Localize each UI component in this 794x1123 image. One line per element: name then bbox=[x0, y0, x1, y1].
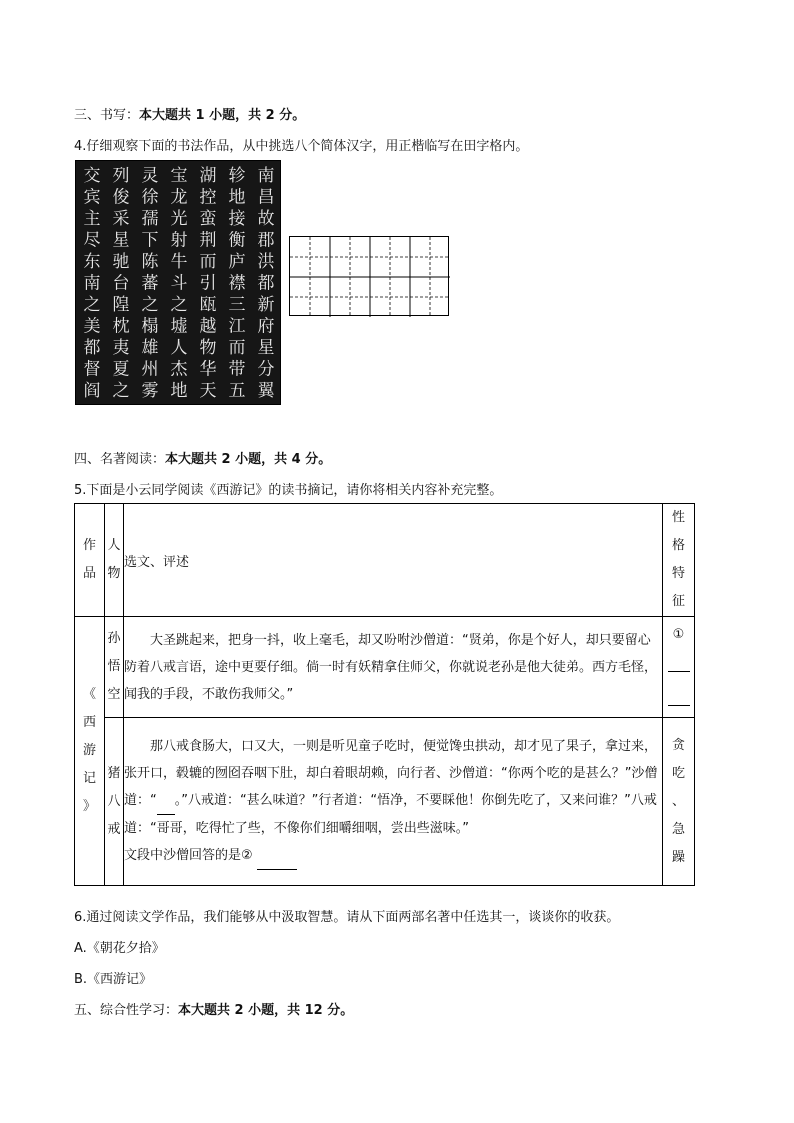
header-trait: 性 格 特 征 bbox=[663, 504, 695, 617]
trait-sunwukong-cell bbox=[663, 617, 695, 718]
calligraphy-char: 都 bbox=[257, 273, 275, 294]
section-4-prefix: 四、名著阅读： bbox=[74, 452, 166, 467]
calligraphy-char: 俊 bbox=[112, 187, 130, 208]
calligraphy-char: 之 bbox=[141, 295, 159, 315]
excerpt-sunwukong bbox=[123, 617, 662, 718]
calligraphy-char: 阎 bbox=[83, 381, 101, 401]
calligraphy-char: 杰 bbox=[170, 359, 188, 380]
shaseng-answer-blank[interactable] bbox=[157, 787, 175, 815]
calligraphy-char: 江 bbox=[228, 316, 246, 337]
section-5-prefix: 五、综合性学习： bbox=[74, 1003, 179, 1018]
calligraphy-char: 督 bbox=[83, 359, 101, 380]
calligraphy-char: 分 bbox=[257, 359, 275, 380]
trait-zhubajie: 贪 吃 、 急 躁 bbox=[663, 718, 695, 886]
header-excerpt: 选文、评述 bbox=[123, 504, 662, 617]
calligraphy-char: 下 bbox=[141, 230, 159, 251]
section-4-heading bbox=[74, 448, 331, 467]
question-5-text: 5.下面是小云同学阅读《西游记》的读书摘记，请你将相关内容补充完整。 bbox=[74, 483, 503, 498]
calligraphy-char: 斗 bbox=[170, 273, 188, 294]
calligraphy-char: 榻 bbox=[141, 316, 159, 337]
calligraphy-char: 陈 bbox=[141, 252, 159, 272]
calligraphy-char: 采 bbox=[112, 209, 130, 229]
calligraphy-char: 荆 bbox=[199, 230, 217, 251]
calligraphy-char: 龙 bbox=[170, 187, 188, 208]
question-4-text: 4.仔细观察下面的书法作品，从中挑选八个简体汉字，用正楷临写在田字格内。 bbox=[74, 139, 529, 154]
note-answer-blank[interactable] bbox=[257, 842, 297, 870]
calligraphy-char: 宾 bbox=[83, 187, 101, 208]
person-zhubajie: 猪 八 戒 bbox=[104, 718, 123, 886]
calligraphy-char: 地 bbox=[228, 187, 246, 208]
calligraphy-char: 而 bbox=[228, 338, 246, 358]
calligraphy-char: 南 bbox=[257, 166, 275, 186]
calligraphy-char: 墟 bbox=[170, 316, 188, 337]
tianzige-grid[interactable] bbox=[289, 236, 449, 316]
calligraphy-char: 都 bbox=[83, 338, 101, 358]
table-header-row bbox=[75, 504, 695, 617]
calligraphy-char: 天 bbox=[199, 381, 217, 401]
calligraphy-char: 昌 bbox=[257, 187, 275, 208]
calligraphy-char: 庐 bbox=[228, 252, 246, 272]
section-3-prefix: 三、书写： bbox=[74, 108, 140, 123]
calligraphy-char: 轸 bbox=[228, 166, 246, 186]
calligraphy-image bbox=[75, 160, 281, 405]
calligraphy-char: 东 bbox=[83, 252, 101, 272]
calligraphy-char: 之 bbox=[170, 295, 188, 315]
trait-sunwukong-marker: ① bbox=[672, 627, 685, 642]
question-6-text: 6.通过阅读文学作品，我们能够从中汲取智慧。请从下面两部名著中任选其一，谈谈你的收获。 bbox=[74, 910, 620, 925]
calligraphy-char: 枕 bbox=[112, 316, 130, 337]
calligraphy-char: 夏 bbox=[112, 359, 130, 380]
table-row-sunwukong bbox=[75, 617, 695, 718]
calligraphy-char: 蛮 bbox=[199, 209, 217, 229]
calligraphy-char: 光 bbox=[170, 209, 188, 229]
work-title-cell: 《 西 游 记 》 bbox=[75, 617, 105, 886]
calligraphy-char: 华 bbox=[199, 359, 217, 380]
trait-answer-blank-1[interactable] bbox=[668, 649, 690, 672]
calligraphy-char: 蕃 bbox=[141, 273, 159, 294]
tianzige-lines bbox=[290, 237, 450, 317]
section-5-heading bbox=[74, 999, 353, 1018]
header-work: 作 品 bbox=[75, 504, 105, 617]
calligraphy-char: 隍 bbox=[112, 295, 130, 315]
option-a[interactable]: A.《朝花夕拾》 bbox=[74, 941, 165, 956]
calligraphy-char: 洪 bbox=[257, 252, 275, 272]
calligraphy-char: 带 bbox=[228, 359, 246, 380]
calligraphy-char: 雄 bbox=[141, 338, 159, 358]
excerpt-zhubajie bbox=[123, 718, 662, 886]
section-3-bold: 本大题共 1 小题，共 2 分。 bbox=[139, 108, 306, 123]
reading-notes-table bbox=[74, 503, 695, 886]
option-b[interactable]: B.《西游记》 bbox=[74, 972, 153, 987]
excerpt-zhubajie-part1: 那八戒食肠大，口又大，一则是听见童子吃时，便觉馋虫拱动，却才见了果子，拿过来，张开口，毂辘的囫囵吞咽下肚，却白着眼胡赖，向行者、沙僧道：“你两个吃的是甚么？”沙僧道：“ bbox=[123, 739, 658, 808]
calligraphy-char: 物 bbox=[199, 338, 217, 358]
calligraphy-char: 宝 bbox=[170, 166, 188, 186]
section-5-bold: 本大题共 2 小题，共 12 分。 bbox=[178, 1003, 354, 1018]
calligraphy-char: 湖 bbox=[199, 166, 217, 186]
section-3-heading bbox=[74, 104, 305, 123]
calligraphy-char: 地 bbox=[170, 381, 188, 401]
calligraphy-char: 控 bbox=[199, 187, 217, 208]
calligraphy-characters bbox=[76, 161, 280, 404]
calligraphy-char: 星 bbox=[257, 338, 275, 358]
calligraphy-char: 台 bbox=[112, 273, 130, 294]
calligraphy-char: 之 bbox=[112, 381, 130, 401]
calligraphy-char: 驰 bbox=[112, 252, 130, 272]
calligraphy-char: 五 bbox=[228, 381, 246, 401]
calligraphy-char: 尽 bbox=[83, 230, 101, 251]
calligraphy-char: 南 bbox=[83, 273, 101, 294]
calligraphy-char: 交 bbox=[83, 166, 101, 186]
trait-answer-blank-2[interactable] bbox=[668, 683, 690, 706]
calligraphy-char: 府 bbox=[257, 316, 275, 337]
calligraphy-char: 引 bbox=[199, 273, 217, 294]
calligraphy-char: 瓯 bbox=[199, 295, 217, 315]
calligraphy-char: 越 bbox=[199, 316, 217, 337]
calligraphy-char: 夷 bbox=[112, 338, 130, 358]
calligraphy-char: 孺 bbox=[141, 209, 159, 229]
excerpt-zhubajie-note: 文段中沙僧回答的是② bbox=[123, 848, 253, 863]
calligraphy-char: 三 bbox=[228, 295, 246, 315]
calligraphy-char: 郡 bbox=[257, 230, 275, 251]
calligraphy-char: 主 bbox=[83, 209, 101, 229]
calligraphy-char: 州 bbox=[141, 359, 159, 380]
calligraphy-char: 列 bbox=[112, 166, 130, 186]
calligraphy-char: 襟 bbox=[228, 273, 246, 294]
calligraphy-char: 之 bbox=[83, 295, 101, 315]
calligraphy-char: 美 bbox=[83, 316, 101, 337]
calligraphy-char: 牛 bbox=[170, 252, 188, 272]
calligraphy-char: 星 bbox=[112, 230, 130, 251]
header-person: 人 物 bbox=[104, 504, 123, 617]
calligraphy-char: 故 bbox=[257, 209, 275, 229]
calligraphy-char: 雾 bbox=[141, 381, 159, 401]
calligraphy-char: 翼 bbox=[257, 381, 275, 401]
table-row-zhubajie bbox=[75, 718, 695, 886]
calligraphy-char: 接 bbox=[228, 209, 246, 229]
excerpt-sunwukong-text: 大圣跳起来，把身一抖，收上毫毛，却又吩咐沙僧道：“贤弟，你是个好人，却只要留心防着八戒言语，途中更要仔细。倘一时有妖精拿住师父，你就说老孙是他大徒弟。西方毛怪，闻我的手段，不敢伤我师父。” bbox=[123, 632, 657, 702]
calligraphy-char: 衡 bbox=[228, 230, 246, 251]
section-4-bold: 本大题共 2 小题，共 4 分。 bbox=[165, 452, 332, 467]
calligraphy-char: 人 bbox=[170, 338, 188, 358]
calligraphy-char: 徐 bbox=[141, 187, 159, 208]
calligraphy-char: 灵 bbox=[141, 166, 159, 186]
person-sunwukong: 孙 悟 空 bbox=[104, 617, 123, 718]
excerpt-zhubajie-part2: 。”八戒道：“甚么味道？”行者道：“悟净，不要睬他！你倒先吃了，又来问谁？”八戒道：“哥哥，吃得忙了些，不像你们细嚼细咽，尝出些滋味。” bbox=[123, 793, 657, 836]
calligraphy-char: 而 bbox=[199, 252, 217, 272]
calligraphy-char: 射 bbox=[170, 230, 188, 251]
calligraphy-char: 新 bbox=[257, 295, 275, 315]
